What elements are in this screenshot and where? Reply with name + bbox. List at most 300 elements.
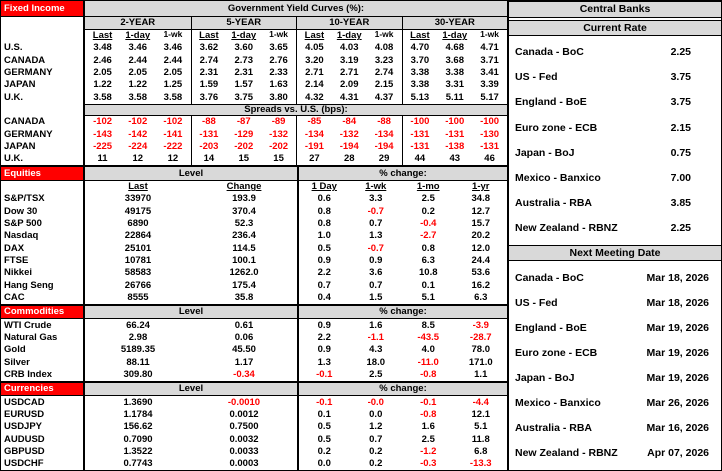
pct-value: 0.7 <box>369 219 383 229</box>
current-rate-list <box>509 36 721 245</box>
pct-cell <box>297 292 350 304</box>
yield-cell: 3.58 <box>128 92 147 103</box>
pct-value: 0.9 <box>317 344 331 356</box>
last-cell: 22864 <box>124 231 152 241</box>
last-cell: 0.7743 <box>123 459 153 469</box>
column-header <box>455 182 508 192</box>
instrument-name: Gold <box>1 344 85 356</box>
yield-cell: -87 <box>236 117 251 127</box>
pct-cell <box>350 219 403 229</box>
empty-label-cell <box>1 104 85 116</box>
bank-value: Apr 07, 2026 <box>647 447 709 460</box>
pct-value: 0.9 <box>317 255 331 267</box>
yield-cell: 29 <box>378 154 390 164</box>
level-header: Level <box>85 383 297 395</box>
pct-cell <box>297 230 350 242</box>
pct-cell <box>297 446 350 458</box>
pct-cell <box>455 256 508 266</box>
yield-cell: -225 <box>93 142 113 152</box>
pct-value: 1.1 <box>474 370 488 380</box>
pct-cell <box>402 435 455 445</box>
yield-cell: 4.71 <box>480 43 499 53</box>
yield-cell: 3.38 <box>410 68 430 78</box>
pct-cell <box>350 256 403 266</box>
instrument-name: S&P/TSX <box>1 193 85 205</box>
pct-value: -0.1 <box>316 396 333 408</box>
change-cell: 236.4 <box>232 231 256 241</box>
yield-cell: 1.25 <box>163 80 183 90</box>
bank-value: 7.00 <box>670 171 691 184</box>
pct-cell <box>402 370 455 380</box>
instrument-name: Silver <box>1 356 85 368</box>
instrument-name: Natural Gas <box>1 332 85 344</box>
column-header-label: Last <box>128 182 148 192</box>
maturity-block <box>85 54 191 66</box>
row-label: JAPAN <box>1 79 85 91</box>
bank-meeting-row <box>509 341 721 366</box>
yield-cell: -100 <box>410 117 430 127</box>
pct-cell <box>297 218 350 230</box>
pct-value: 0.7 <box>369 434 383 445</box>
pct-cell <box>350 321 403 331</box>
instrument-name: Nikkei <box>1 267 85 279</box>
bank-rate-row <box>509 140 721 165</box>
pct-cell <box>455 422 508 432</box>
pct-value: 0.9 <box>369 256 383 266</box>
pct-cell <box>402 333 455 343</box>
yield-cell: 2.05 <box>128 68 147 78</box>
maturity-block <box>296 91 402 103</box>
pct-cell <box>455 219 508 229</box>
maturity-block <box>296 128 402 140</box>
pct-value: 4.3 <box>369 345 383 355</box>
yield-col-header: 1-wk <box>480 29 500 39</box>
yield-cell: 3.48 <box>93 43 112 53</box>
pct-value: -28.7 <box>469 333 492 343</box>
maturity-block <box>296 153 402 165</box>
pct-cell <box>402 410 455 420</box>
instrument-name: USDCAD <box>1 396 85 408</box>
pct-value: 18.0 <box>366 357 385 368</box>
bank-name: Australia - RBA <box>515 196 593 209</box>
pct-value: 0.0 <box>317 458 331 470</box>
pct-cell <box>350 398 403 408</box>
pct-value: 1.2 <box>369 422 383 432</box>
bank-rate-row <box>509 165 721 190</box>
maturity-block <box>296 67 402 79</box>
yield-curves-title: Government Yield Curves (%): <box>85 1 507 16</box>
pct-cell <box>455 244 508 254</box>
pct-cell <box>402 256 455 266</box>
yield-cell: -142 <box>128 129 148 140</box>
yield-cell: 3.38 <box>445 68 464 78</box>
maturity-block <box>402 67 508 79</box>
instrument-row <box>1 446 507 458</box>
pct-cell <box>455 435 508 445</box>
maturity-block <box>85 79 191 91</box>
yield-row <box>1 42 507 54</box>
spreads-header-row <box>1 104 507 116</box>
instrument-row <box>1 458 507 470</box>
bank-value: 3.75 <box>670 71 691 84</box>
bank-value: 2.25 <box>670 46 691 59</box>
yield-col-header: 1-wk <box>163 29 183 39</box>
empty-label-cell <box>1 17 85 29</box>
pct-cell <box>402 321 455 331</box>
central-banks-title: Central Banks <box>509 1 721 18</box>
yield-cell: -191 <box>304 142 324 152</box>
yield-cell: 1.63 <box>269 80 288 90</box>
maturity-block <box>85 67 191 79</box>
pct-value: 0.6 <box>317 193 331 205</box>
maturity-block <box>296 54 402 66</box>
pct-cell <box>297 396 350 408</box>
maturity-block <box>191 153 297 165</box>
pct-value: 0.7 <box>369 280 383 291</box>
spread-row <box>1 116 507 128</box>
pct-cell <box>455 281 508 291</box>
central-banks-panel <box>509 1 721 470</box>
maturity-block <box>402 128 508 140</box>
instrument-name: DAX <box>1 242 85 254</box>
empty-label-cell <box>1 181 85 193</box>
instrument-row <box>1 332 507 344</box>
bank-rate-row <box>509 90 721 115</box>
instrument-row <box>1 421 507 433</box>
pct-cell <box>455 333 508 343</box>
last-cell: 0.7090 <box>123 434 153 445</box>
change-cell: 175.4 <box>232 280 256 291</box>
maturity-block <box>191 141 297 153</box>
row-label: JAPAN <box>1 141 85 153</box>
row-label: U.K. <box>1 91 85 103</box>
maturity-block <box>191 42 297 54</box>
pct-value: 0.9 <box>317 319 331 331</box>
pct-cell <box>297 344 350 356</box>
column-header <box>402 182 455 192</box>
instrument-row <box>1 344 507 356</box>
bank-name: England - BoE <box>515 321 587 334</box>
yield-cell: 3.46 <box>128 43 147 53</box>
bank-meeting-row <box>509 290 721 315</box>
yield-cell: 3.39 <box>480 80 499 90</box>
change-cell: 193.9 <box>232 194 256 204</box>
yield-cell: 5.11 <box>445 92 464 103</box>
pct-value: -2.7 <box>420 231 437 241</box>
last-cell: 49175 <box>124 206 152 217</box>
pct-value: 24.4 <box>471 256 490 266</box>
pct-cell <box>350 268 403 278</box>
pct-cell <box>297 409 350 421</box>
yield-cell: 4.31 <box>339 92 359 103</box>
yield-cell: 11 <box>97 154 108 164</box>
pct-cell <box>297 242 350 254</box>
yield-cell: 5.13 <box>410 92 430 103</box>
maturity-block <box>296 42 402 54</box>
pct-cell <box>402 231 455 241</box>
bank-meeting-row <box>509 441 721 466</box>
yield-cell: 12 <box>167 154 179 164</box>
bank-name: Euro zone - ECB <box>515 121 598 134</box>
yield-cell: 28 <box>343 154 355 164</box>
bank-name: Euro zone - ECB <box>515 346 598 359</box>
column-header-label: Change <box>226 182 262 192</box>
instrument-name: CRB Index <box>1 369 85 381</box>
yield-cell: 2.05 <box>93 68 112 78</box>
yield-cell: -143 <box>93 129 113 140</box>
yield-cell: 3.58 <box>163 92 183 103</box>
yield-cell: -132 <box>339 129 359 140</box>
pct-cell <box>350 333 403 343</box>
pct-cell <box>297 319 350 331</box>
column-header-label: 1-mo <box>416 182 440 192</box>
bank-name: US - Fed <box>515 71 558 84</box>
pct-cell <box>350 293 403 303</box>
pct-value: -0.8 <box>420 370 437 380</box>
yield-cell: -88 <box>377 117 391 127</box>
pct-cell <box>297 369 350 381</box>
yield-cell: -89 <box>271 117 286 127</box>
pct-value: -1.2 <box>420 446 437 457</box>
yield-cell: -100 <box>445 117 465 127</box>
pct-value: 2.5 <box>421 434 435 445</box>
yield-cell: 3.70 <box>410 55 430 66</box>
pct-cell <box>350 447 403 457</box>
pct-cell <box>297 332 350 344</box>
last-cell: 5189.35 <box>120 345 156 355</box>
yield-cell: -194 <box>339 142 359 152</box>
maturity-header-10y: 10-YEAR <box>296 17 402 29</box>
yield-cell: 46 <box>484 154 495 164</box>
last-cell: 26766 <box>124 280 152 291</box>
yield-cell: 2.71 <box>305 68 324 78</box>
pct-value: 16.2 <box>471 280 490 291</box>
yield-cell: 4.08 <box>374 43 394 53</box>
change-cell: -0.0010 <box>227 397 261 408</box>
pct-cell <box>350 410 403 420</box>
pct-value: 0.2 <box>317 445 331 457</box>
yield-cell: -222 <box>163 142 183 152</box>
pct-cell <box>350 370 403 380</box>
pct-value: 0.0 <box>369 409 383 420</box>
pct-change-header: % change: <box>297 306 507 318</box>
pct-cell <box>297 193 350 205</box>
pct-value: 0.8 <box>317 218 331 230</box>
yield-cell: 2.76 <box>269 55 288 66</box>
change-cell: 52.3 <box>234 219 254 229</box>
pct-value: 2.2 <box>317 332 331 344</box>
column-header <box>350 182 403 192</box>
pct-cell <box>350 358 403 368</box>
bank-value: Mar 19, 2026 <box>646 346 709 359</box>
maturity-block <box>191 79 297 91</box>
bank-meeting-row <box>509 391 721 416</box>
instrument-row <box>1 242 507 254</box>
pct-cell <box>402 358 455 368</box>
pct-cell <box>297 255 350 267</box>
instrument-row <box>1 205 507 217</box>
instrument-row <box>1 292 507 304</box>
bank-name: England - BoE <box>515 96 587 109</box>
pct-value: 6.8 <box>474 446 488 457</box>
yield-cell: -131 <box>410 142 430 152</box>
pct-cell <box>455 345 508 355</box>
pct-cell <box>402 219 455 229</box>
yield-cell: -85 <box>307 117 322 127</box>
pct-value: 34.8 <box>471 194 490 204</box>
bank-meeting-row <box>509 366 721 391</box>
pct-cell <box>455 207 508 217</box>
pct-cell <box>455 293 508 303</box>
last-cell: 1.3690 <box>123 397 153 408</box>
pct-value: 3.6 <box>369 268 383 278</box>
yield-cell: 4.05 <box>305 43 324 53</box>
yield-cell: 3.19 <box>339 55 359 66</box>
yield-cell: -202 <box>234 142 254 152</box>
maturity-block <box>191 128 297 140</box>
pct-value: 53.6 <box>471 268 490 278</box>
yield-col-header: 1-day <box>442 31 468 41</box>
yield-cell: -102 <box>93 117 113 127</box>
bank-rate-row <box>509 115 721 140</box>
pct-value: -0.1 <box>420 397 437 408</box>
bank-value: 0.75 <box>670 146 691 159</box>
maturity-block <box>191 91 297 103</box>
pct-value: 1.3 <box>317 356 331 368</box>
yield-cell: -141 <box>163 129 183 140</box>
bank-name: Japan - BoJ <box>515 371 575 384</box>
instrument-name: CAC <box>1 292 85 304</box>
pct-value: 4.0 <box>421 345 435 355</box>
pct-value: 1.0 <box>317 230 331 242</box>
pct-cell <box>350 194 403 204</box>
instrument-name: S&P 500 <box>1 218 85 230</box>
yield-row <box>1 67 507 79</box>
yield-cell: 2.14 <box>305 80 324 90</box>
maturity-header-5y: 5-YEAR <box>191 17 297 29</box>
change-cell: 45.50 <box>232 345 256 355</box>
pct-value: -0.8 <box>420 409 437 420</box>
pct-value: -0.4 <box>420 219 437 229</box>
currencies-header-row <box>1 381 507 396</box>
last-cell: 25101 <box>124 243 152 254</box>
bank-rate-row <box>509 191 721 216</box>
maturity-block <box>191 67 297 79</box>
yield-cell: -203 <box>199 142 219 152</box>
pct-cell <box>402 459 455 469</box>
pct-cell <box>455 410 508 420</box>
yield-cell: 2.33 <box>269 68 288 78</box>
instrument-name: Nasdaq <box>1 230 85 242</box>
pct-value: 11.8 <box>471 434 490 445</box>
pct-value: -0.0 <box>367 397 384 408</box>
pct-cell <box>402 281 455 291</box>
yield-cell: -134 <box>304 129 324 140</box>
pct-value: 78.0 <box>471 345 490 355</box>
maturity-block <box>191 116 297 128</box>
change-cell: 114.5 <box>232 243 256 254</box>
empty-label-cell <box>1 30 85 42</box>
yield-cell: 2.44 <box>163 55 183 66</box>
pct-value: 0.7 <box>317 279 331 291</box>
column-header <box>85 182 191 192</box>
equities-subheader-row <box>1 181 507 193</box>
bank-name: Canada - BoC <box>515 271 584 284</box>
pct-value: 0.1 <box>317 408 331 420</box>
pct-value: 6.3 <box>421 256 435 266</box>
yield-col-header: Last <box>92 31 113 41</box>
yield-cell: 12 <box>132 154 144 164</box>
maturity-block <box>402 42 508 54</box>
pct-cell <box>455 370 508 380</box>
yield-cell: 4.03 <box>339 43 359 53</box>
pct-cell <box>350 435 403 445</box>
pct-cell <box>455 194 508 204</box>
yield-cell: 2.73 <box>234 55 253 66</box>
column-header-label: 1-yr <box>472 182 490 192</box>
maturity-block <box>402 91 508 103</box>
pct-value: 0.2 <box>369 446 383 457</box>
change-cell: 0.0033 <box>229 446 259 457</box>
pct-value: -3.9 <box>472 320 489 331</box>
yield-cell: 2.46 <box>93 55 112 66</box>
pct-cell <box>350 244 403 254</box>
pct-cell <box>297 356 350 368</box>
row-label: U.K. <box>1 153 85 165</box>
maturity-block <box>296 79 402 91</box>
spread-row <box>1 153 507 165</box>
pct-cell <box>297 279 350 291</box>
pct-cell <box>350 207 403 217</box>
yield-cell: 3.31 <box>445 80 464 90</box>
last-cell: 58583 <box>124 268 152 278</box>
pct-cell <box>455 447 508 457</box>
yield-cell: 2.15 <box>374 80 394 90</box>
pct-value: 0.2 <box>421 206 435 217</box>
yield-cell: 15 <box>238 154 250 164</box>
bank-meeting-row <box>509 265 721 290</box>
pct-value: -1.1 <box>367 333 384 343</box>
yield-cell: 2.74 <box>199 55 219 66</box>
yield-cell: 14 <box>203 154 215 164</box>
pct-cell <box>297 433 350 445</box>
maturity-block <box>85 91 191 103</box>
instrument-name: WTI Crude <box>1 319 85 331</box>
yield-cell: 3.71 <box>480 55 499 66</box>
pct-cell <box>455 459 508 469</box>
row-label: U.S. <box>1 42 85 54</box>
yield-cell: -131 <box>410 129 430 140</box>
yield-cell: 3.60 <box>234 43 253 53</box>
bank-value: Mar 18, 2026 <box>646 296 709 309</box>
yield-cell: -224 <box>128 142 148 152</box>
pct-value: 2.5 <box>369 370 383 380</box>
bank-value: Mar 18, 2026 <box>646 271 709 284</box>
maturity-block <box>402 116 508 128</box>
yield-subheader-row <box>1 30 507 42</box>
maturity-block <box>85 128 191 140</box>
yield-cell: 43 <box>449 154 461 164</box>
pct-cell <box>297 458 350 470</box>
maturity-header-30y: 30-YEAR <box>402 17 508 29</box>
bank-name: Japan - BoJ <box>515 146 575 159</box>
equities-header-row <box>1 165 507 180</box>
pct-value: -4.4 <box>472 397 489 408</box>
pct-value: 10.8 <box>419 268 438 278</box>
yield-cell: -131 <box>480 142 500 152</box>
bank-meeting-row <box>509 315 721 340</box>
yield-cell: 4.68 <box>445 43 464 53</box>
